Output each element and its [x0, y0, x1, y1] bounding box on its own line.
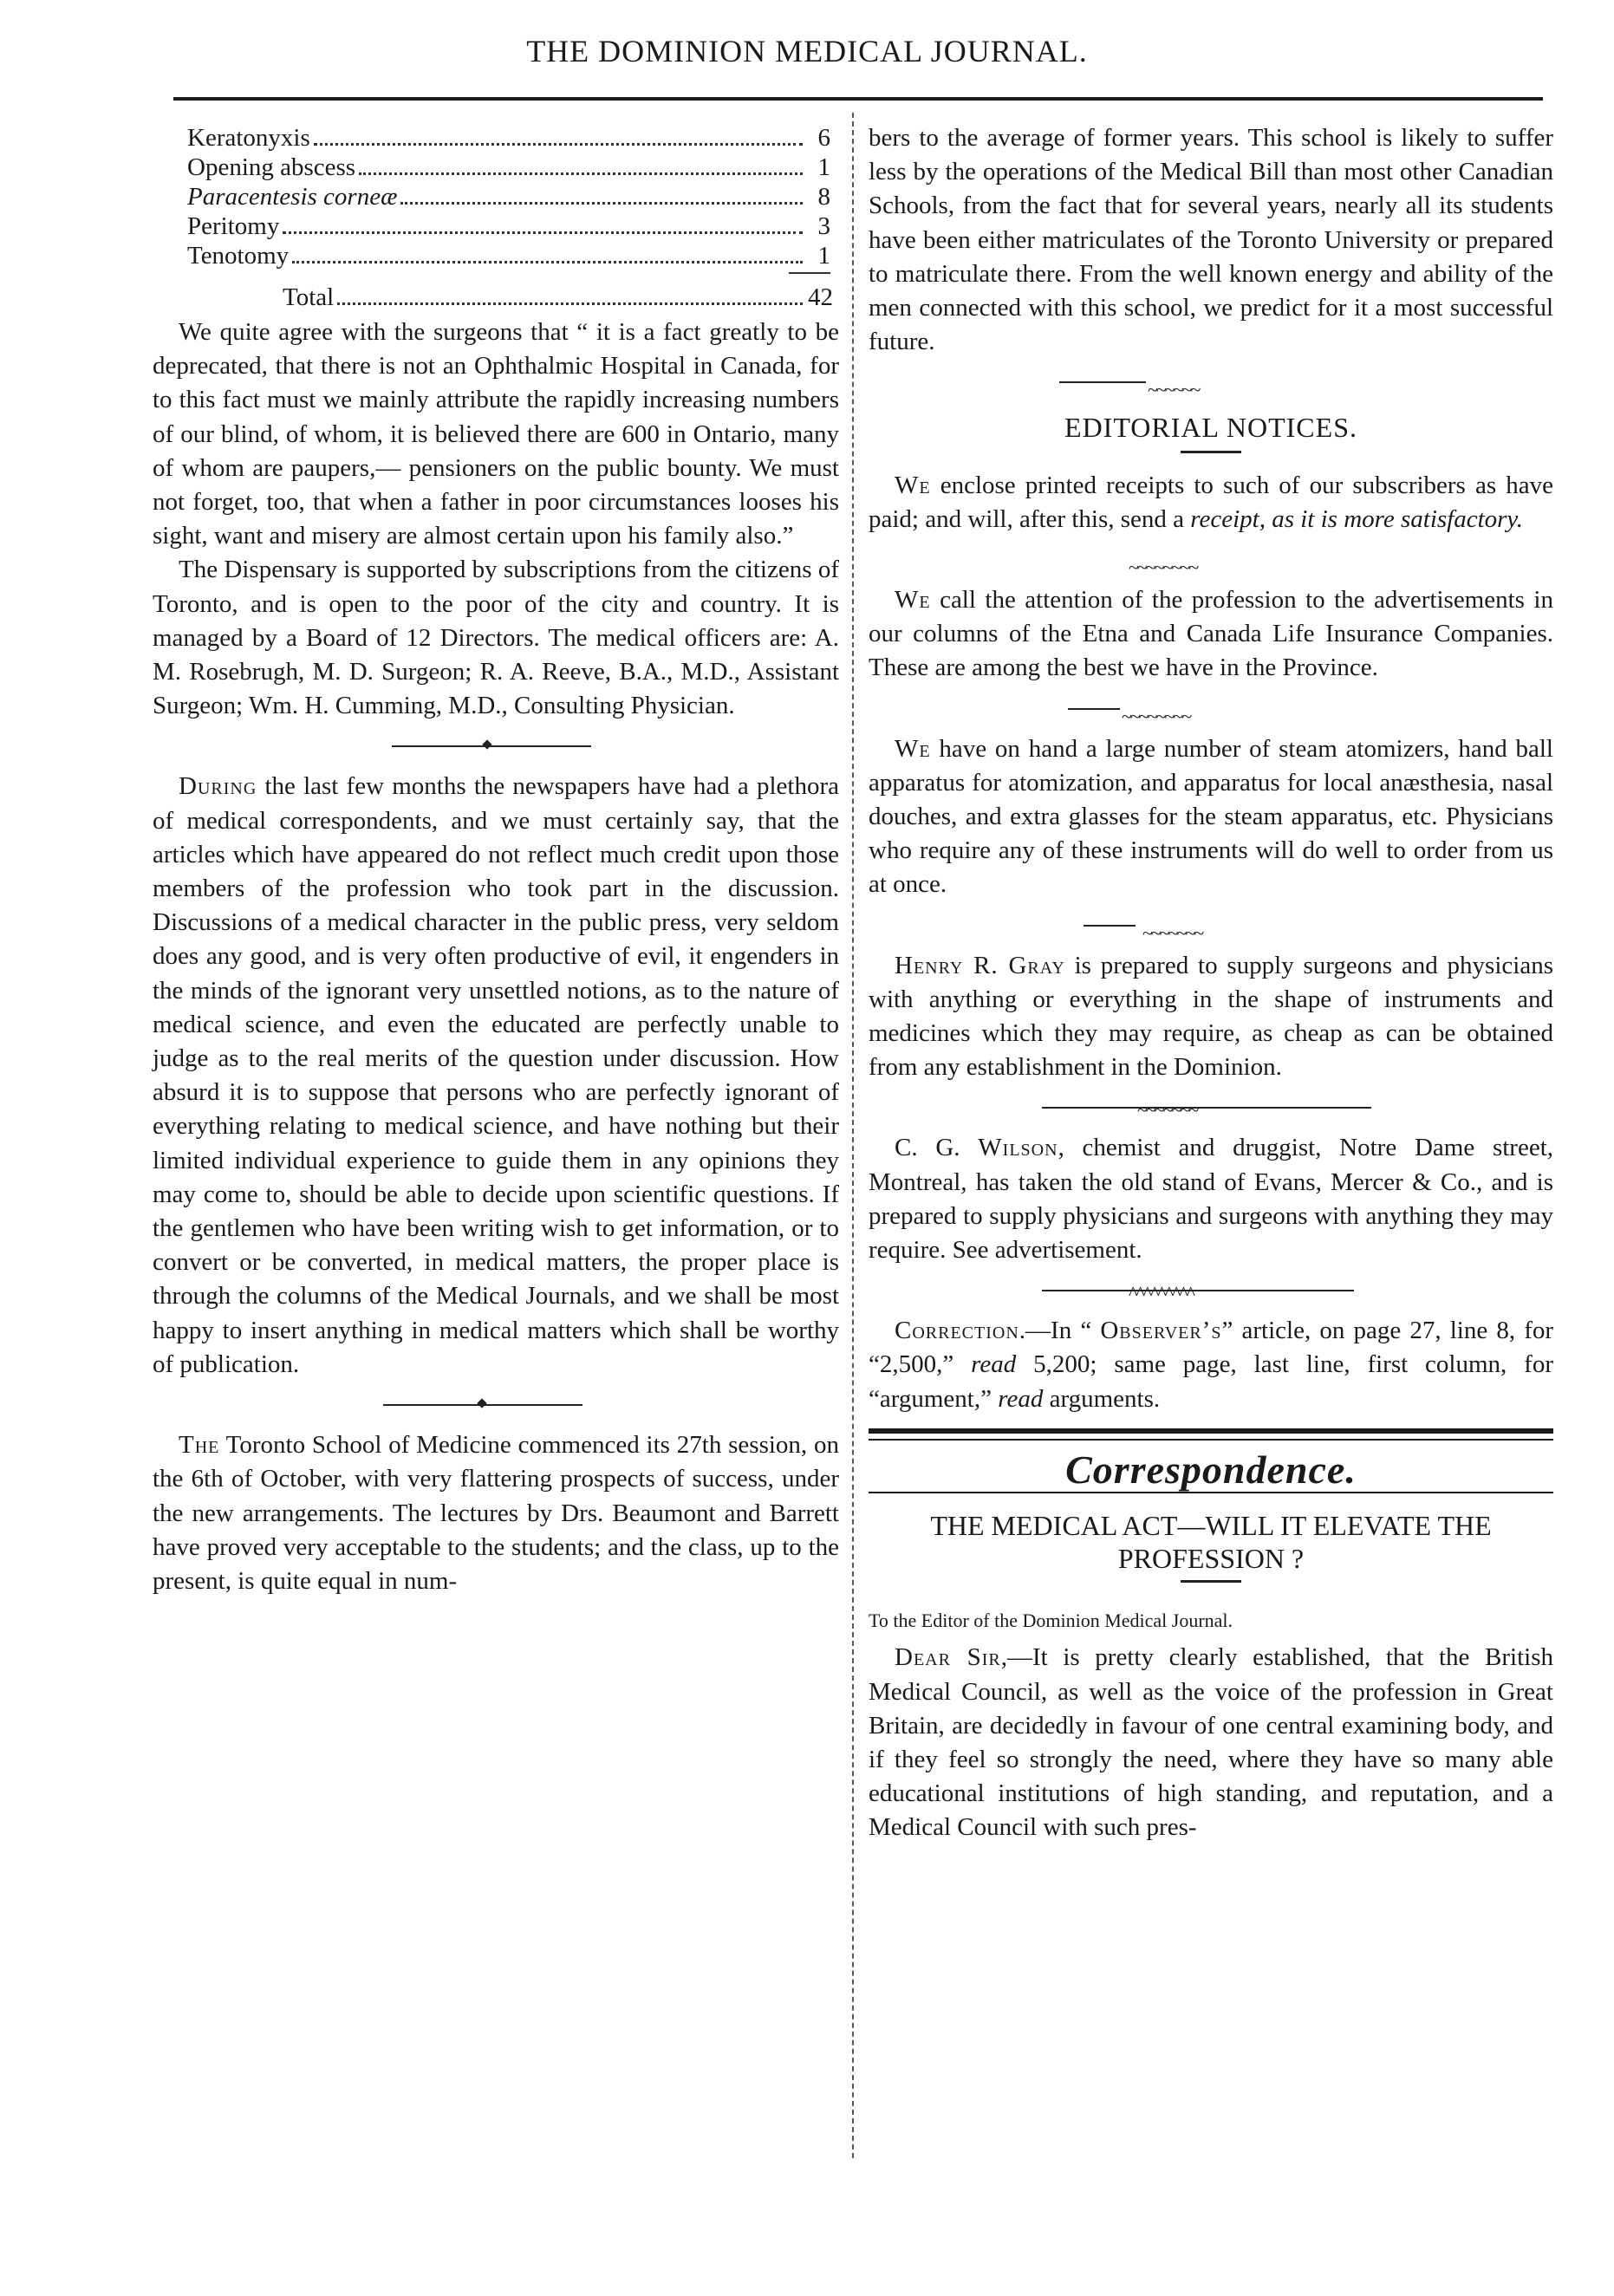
- table-row: [187, 121, 830, 151]
- operation-name: Tenotomy: [187, 242, 290, 270]
- lead-word: Henry R. Gray: [895, 951, 1065, 979]
- title-rule: [1181, 451, 1241, 453]
- section-ornament: [869, 359, 1553, 406]
- ornament-diamond: [477, 1398, 486, 1408]
- section-ornament: [869, 902, 1553, 949]
- paragraph-ophthalmic: We quite agree with the surgeons that “ it is a fact greatly to be deprecated, that there is not an Ophthalmic Hospital in Canada, for to this fact must we mainly attribute the rapidly increasing numbers of our blind, of whom, it is believed there are 600 in Ontario, many of whom are paupers,— pensioners on the public bounty. We must not forget, too, that when a father in poor circumstances looses his sight, want and misery are almost certain upon his family also.”: [153, 318, 839, 550]
- operation-name: Paracentesis corneæ: [187, 183, 398, 211]
- notice-atomizers: [869, 732, 1553, 902]
- section-ornament: [153, 1382, 839, 1428]
- paragraph-continued: bers to the average of former years. This school is likely to suffer less by the operations of the Medical Bill than most other Canadian Schools, from the fact that for several years, nearly all its students have been either matriculates of the Toronto University or prepared to matriculate there. From the well known energy and ability of the men connected with this school, we predict for it a most successful future.: [869, 124, 1553, 356]
- notice-gray: [869, 949, 1553, 1085]
- notice-text: arguments.: [1043, 1384, 1161, 1413]
- to-editor-line: To the Editor of the Dominion Medical Journal.: [869, 1610, 1233, 1632]
- letter-body: [869, 1641, 1553, 1844]
- section-thin-rule: [869, 1492, 1553, 1493]
- ornament-line: [1042, 1290, 1354, 1291]
- ornament-line: [1059, 381, 1146, 383]
- lead-word: Wilson: [978, 1134, 1058, 1162]
- ornament-wave: ^^^^^^^^^: [1129, 1282, 1194, 1304]
- section-ornament: [869, 686, 1553, 732]
- paragraph-toronto-school: [153, 1428, 839, 1598]
- ornament-line: [1084, 925, 1136, 927]
- observer-name: Observer’s: [1100, 1317, 1222, 1345]
- lead-word: Dear Sir: [895, 1643, 1001, 1672]
- ornament-wave: ~~~~~~: [1148, 379, 1200, 401]
- table-row: [187, 151, 830, 180]
- notice-wilson: [869, 1131, 1553, 1267]
- dot-leader: [292, 261, 803, 263]
- table-row: [187, 180, 830, 210]
- dot-leader: [283, 231, 803, 234]
- section-ornament: [153, 723, 839, 770]
- column-divider: [852, 113, 854, 2158]
- paragraph-text: the last few months the newspapers have had a plethora of medical correspondents, and we must certainly say, that the articles which have appeared do not reflect much credit upon those members of the profession who took part in the discussion. Discussions of a medical character in the public press, very seldom does any good, and is very often productive of evil, it engenders in the minds of the ignorant very unsettled notions, as to the nature of medical science, and even the educated are perfectly unable to judge as to the real merits of the question under discussion. How absurd it is to suppose that persons who are perfectly ignorant of everything relating to medical science, and have nothing but their limited individual experience to guide them in any opinions they may come to, should be able to decide upon scientific questions. If the gentlemen who have been writing wish to get information, or to convert or be converted, in medical matters, the proper place is through the columns of the Medical Journals, and we shall be most happy to insert anything in medical matters which shall be worthy of publication.: [153, 772, 839, 1378]
- notice-text: ” article, on page 27, line 8, for “2,500,”: [869, 1317, 1554, 1379]
- operation-name: Keratonyxis: [187, 124, 310, 152]
- ornament-wave: ~~~~~~~: [1137, 1099, 1198, 1122]
- journal-title: THE DOMINION MEDICAL JOURNAL.: [526, 34, 1088, 68]
- paragraph-newspapers: [153, 770, 839, 1382]
- operation-count: 1: [817, 242, 830, 270]
- operation-name: Opening abscess: [187, 153, 356, 181]
- lead-word: During: [179, 772, 257, 801]
- table-row: [187, 239, 830, 269]
- lead-word: The: [179, 1431, 220, 1460]
- title-rule: [1181, 1580, 1241, 1583]
- notice-text: 5,200; same page, last line, first column, for “argument,”: [869, 1350, 1553, 1413]
- ornament-wave: ~~~~~~~~: [1129, 556, 1198, 579]
- header-rule: [173, 97, 1543, 101]
- notice-text: .—In “: [1019, 1317, 1101, 1345]
- section-ornament: [869, 1084, 1553, 1131]
- dot-leader: [314, 143, 803, 146]
- total-label: Total: [283, 283, 335, 311]
- notice-correction: [869, 1314, 1553, 1416]
- ornament-diamond: [482, 740, 491, 750]
- left-column: [153, 121, 839, 1598]
- dot-leader: [359, 172, 803, 175]
- lead-word: We: [895, 734, 931, 763]
- ornament-line: [1068, 708, 1120, 710]
- notice-italic: receipt, as it is more satisfactory.: [1190, 504, 1523, 533]
- ornament-line: [392, 745, 591, 747]
- dot-leader: [337, 302, 803, 305]
- lead-word: We: [895, 586, 931, 615]
- notice-text: call the attention of the profession to the advertisements in our columns of the Etna and Canada Life Insurance Companies. These are among the best we have in the Province.: [869, 586, 1553, 682]
- dot-leader: [400, 202, 803, 205]
- read-italic: read: [998, 1384, 1044, 1413]
- notice-text: , chemist and druggist, Notre Dame street, Montreal, has taken the old stand of Evans, Mercer & Co., and is prepared to supply physicians and surgeons with anything they may require. See advertisement.: [869, 1134, 1554, 1265]
- notice-text: have on hand a large number of steam atomizers, hand ball apparatus for atomization, and apparatus for local anæsthesia, nasal douches, and extra glasses for the steam apparatus, etc. Physicians who require any of these instruments will do well to order from us at once.: [869, 734, 1553, 899]
- table-total-row: [283, 281, 833, 311]
- right-column: [869, 121, 1553, 1845]
- ornament-wave: ~~~~~~~: [1142, 921, 1203, 944]
- notice-text: is prepared to supply surgeons and physicians with anything or everything in the shape of instruments and medicines which they may require, as cheap as can be obtained from any establishment in the Dominion.: [869, 951, 1553, 1082]
- read-italic: read: [971, 1350, 1017, 1379]
- operation-count: 6: [817, 124, 830, 152]
- editorial-notices-title: EDITORIAL NOTICES.: [1064, 412, 1357, 444]
- operation-count: 1: [817, 153, 830, 181]
- lead-initials: C. G.: [895, 1134, 979, 1162]
- operation-count: 8: [817, 183, 830, 211]
- notice-text: enclose printed receipts to such of our subscribers as have paid; and will, after this, send a: [869, 471, 1553, 533]
- paragraph-dispensary: The Dispensary is supported by subscriptions from the citizens of Toronto, and is open to the poor of the city and country. It is managed by a Board of 12 Directors. The medical officers are: A. M. Rosebrugh, M. D. Surgeon; R. A. Reeve, B.A., M.D., Assistant Surgeon; Wm. H. Cumming, M.D., Consulting Physician.: [153, 556, 839, 720]
- paragraph-text: Toronto School of Medicine commenced its 27th session, on the 6th of October, with very flattering prospects of success, under the new arrangements. The lectures by Drs. Beaumont and Barrett have proved very acceptable to the students; and the class, up to the present, is quite equal in num-: [153, 1431, 839, 1595]
- lead-word: Correction: [895, 1317, 1019, 1345]
- correspondence-title: Correspondence.: [1065, 1447, 1357, 1492]
- letter-text: ,—It is pretty clearly established, that the British Medical Council, as well as the voice of the profession in Great Britain, are decidedly in favour of one central examining body, and if they feel so strongly the need, where they have so many able educational institutions of high standing, and reputation, and a Medical Council with such pres-: [869, 1643, 1553, 1842]
- section-thin-rule: [869, 1439, 1553, 1441]
- operation-count: 3: [817, 212, 830, 240]
- notice-insurance: [869, 583, 1553, 686]
- notice-receipts: [869, 469, 1553, 537]
- total-value: 42: [808, 283, 833, 311]
- ornament-wave: ~~~~~~~~: [1122, 705, 1191, 727]
- article-title: THE MEDICAL ACT—WILL IT ELEVATE THE PROFESSION ?: [930, 1510, 1492, 1575]
- section-heavy-rule: [869, 1428, 1553, 1434]
- lead-word: We: [895, 471, 931, 499]
- ornament-line: [1042, 1107, 1371, 1109]
- section-ornament: [869, 537, 1553, 583]
- section-ornament: [869, 1267, 1553, 1314]
- operation-name: Peritomy: [187, 212, 280, 240]
- operations-table: [187, 121, 833, 311]
